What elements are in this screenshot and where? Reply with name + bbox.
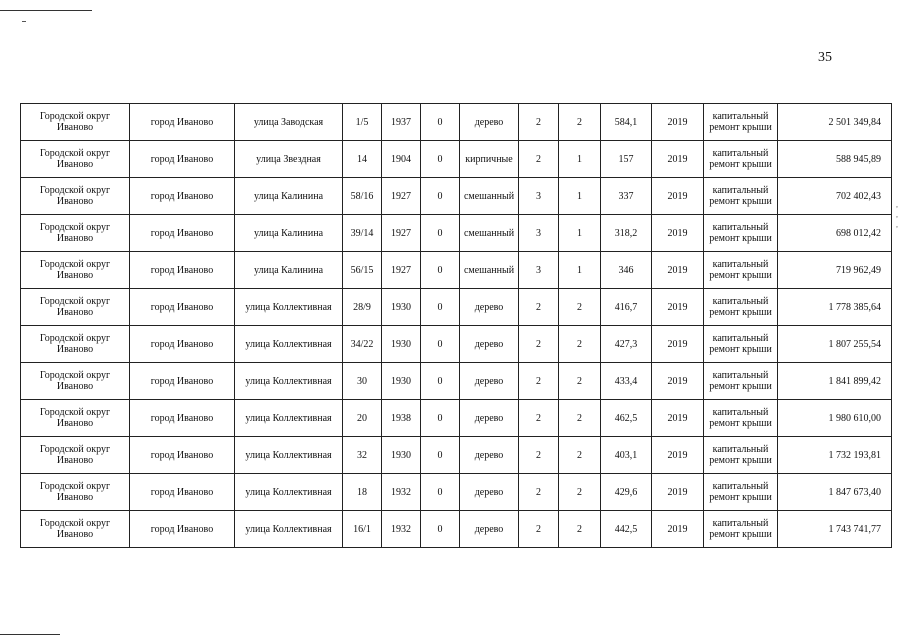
- cell-work: капитальный ремонт крыши: [704, 400, 778, 437]
- cell-material: смешанный: [460, 178, 519, 215]
- cell-floors: 2: [519, 437, 559, 474]
- cell-street: улица Калинина: [235, 215, 343, 252]
- page-number: 35: [818, 50, 832, 65]
- cell-work: капитальный ремонт крыши: [704, 437, 778, 474]
- cell-entrances: 2: [559, 363, 601, 400]
- cell-area: 416,7: [601, 289, 652, 326]
- cell-house: 20: [343, 400, 382, 437]
- cell-street: улица Коллективная: [235, 474, 343, 511]
- cell-entrances: 2: [559, 511, 601, 548]
- cell-house: 30: [343, 363, 382, 400]
- cell-plan-year: 2019: [652, 141, 704, 178]
- cell-zero: 0: [421, 437, 460, 474]
- cell-work: капитальный ремонт крыши: [704, 252, 778, 289]
- cell-cost: 1 732 193,81: [778, 437, 892, 474]
- table-row: [21, 104, 892, 141]
- cell-cost: 588 945,89: [778, 141, 892, 178]
- cell-district: Городской округ Иваново: [21, 437, 130, 474]
- cell-city: город Иваново: [130, 178, 235, 215]
- cell-city: город Иваново: [130, 289, 235, 326]
- cell-material: смешанный: [460, 252, 519, 289]
- cell-street: улица Коллективная: [235, 400, 343, 437]
- cell-city: город Иваново: [130, 511, 235, 548]
- cell-district: Городской округ Иваново: [21, 215, 130, 252]
- cell-city: город Иваново: [130, 400, 235, 437]
- table-row: [21, 400, 892, 437]
- cell-zero: 0: [421, 141, 460, 178]
- cell-year: 1937: [382, 104, 421, 141]
- cell-city: город Иваново: [130, 474, 235, 511]
- cell-entrances: 1: [559, 141, 601, 178]
- cell-floors: 2: [519, 104, 559, 141]
- cell-material: дерево: [460, 104, 519, 141]
- cell-year: 1932: [382, 511, 421, 548]
- cell-area: 337: [601, 178, 652, 215]
- cell-city: город Иваново: [130, 363, 235, 400]
- cell-zero: 0: [421, 178, 460, 215]
- cell-cost: 1 980 610,00: [778, 400, 892, 437]
- bottom-rule: [0, 634, 60, 635]
- cell-zero: 0: [421, 511, 460, 548]
- cell-street: улица Заводская: [235, 104, 343, 141]
- table-row: [21, 289, 892, 326]
- cell-district: Городской округ Иваново: [21, 474, 130, 511]
- cell-city: город Иваново: [130, 215, 235, 252]
- cell-floors: 2: [519, 141, 559, 178]
- cell-floors: 2: [519, 474, 559, 511]
- cell-street: улица Коллективная: [235, 289, 343, 326]
- cell-floors: 2: [519, 400, 559, 437]
- cell-district: Городской округ Иваново: [21, 511, 130, 548]
- cell-cost: 2 501 349,84: [778, 104, 892, 141]
- cell-work: капитальный ремонт крыши: [704, 215, 778, 252]
- cell-work: капитальный ремонт крыши: [704, 141, 778, 178]
- cell-material: смешанный: [460, 215, 519, 252]
- cell-work: капитальный ремонт крыши: [704, 289, 778, 326]
- cell-street: улица Коллективная: [235, 326, 343, 363]
- cell-zero: 0: [421, 215, 460, 252]
- cell-work: капитальный ремонт крыши: [704, 178, 778, 215]
- cell-house: 16/1: [343, 511, 382, 548]
- table-body: [21, 104, 892, 548]
- table-row: [21, 141, 892, 178]
- cell-zero: 0: [421, 252, 460, 289]
- cell-work: капитальный ремонт крыши: [704, 511, 778, 548]
- cell-house: 32: [343, 437, 382, 474]
- cell-cost: 1 847 673,40: [778, 474, 892, 511]
- cell-plan-year: 2019: [652, 215, 704, 252]
- margin-mark: ,: [896, 220, 898, 229]
- cell-district: Городской округ Иваново: [21, 104, 130, 141]
- cell-district: Городской округ Иваново: [21, 326, 130, 363]
- cell-material: дерево: [460, 326, 519, 363]
- cell-zero: 0: [421, 104, 460, 141]
- cell-city: город Иваново: [130, 437, 235, 474]
- cell-area: 462,5: [601, 400, 652, 437]
- repair-schedule-table: [20, 103, 892, 548]
- cell-year: 1904: [382, 141, 421, 178]
- cell-material: дерево: [460, 511, 519, 548]
- cell-floors: 3: [519, 252, 559, 289]
- cell-entrances: 1: [559, 178, 601, 215]
- cell-plan-year: 2019: [652, 178, 704, 215]
- cell-city: город Иваново: [130, 252, 235, 289]
- cell-material: кирпичные: [460, 141, 519, 178]
- cell-city: город Иваново: [130, 326, 235, 363]
- cell-year: 1930: [382, 363, 421, 400]
- cell-entrances: 2: [559, 400, 601, 437]
- cell-zero: 0: [421, 363, 460, 400]
- table-row: [21, 363, 892, 400]
- cell-district: Городской округ Иваново: [21, 141, 130, 178]
- cell-entrances: 2: [559, 326, 601, 363]
- cell-city: город Иваново: [130, 104, 235, 141]
- cell-zero: 0: [421, 400, 460, 437]
- cell-floors: 3: [519, 178, 559, 215]
- cell-plan-year: 2019: [652, 289, 704, 326]
- cell-year: 1927: [382, 178, 421, 215]
- cell-district: Городской округ Иваново: [21, 289, 130, 326]
- cell-plan-year: 2019: [652, 326, 704, 363]
- cell-cost: 719 962,49: [778, 252, 892, 289]
- cell-floors: 2: [519, 363, 559, 400]
- cell-material: дерево: [460, 437, 519, 474]
- cell-plan-year: 2019: [652, 363, 704, 400]
- table-row: [21, 252, 892, 289]
- cell-cost: 698 012,42: [778, 215, 892, 252]
- cell-zero: 0: [421, 289, 460, 326]
- cell-street: улица Звездная: [235, 141, 343, 178]
- cell-house: 18: [343, 474, 382, 511]
- cell-district: Городской округ Иваново: [21, 252, 130, 289]
- cell-entrances: 2: [559, 474, 601, 511]
- top-rule: [0, 10, 92, 11]
- cell-area: 318,2: [601, 215, 652, 252]
- cell-year: 1930: [382, 289, 421, 326]
- table-row: [21, 215, 892, 252]
- cell-floors: 2: [519, 289, 559, 326]
- cell-plan-year: 2019: [652, 511, 704, 548]
- cell-cost: 702 402,43: [778, 178, 892, 215]
- cell-work: капитальный ремонт крыши: [704, 363, 778, 400]
- cell-material: дерево: [460, 474, 519, 511]
- margin-marks: [896, 200, 898, 230]
- table-row: [21, 511, 892, 548]
- cell-street: улица Коллективная: [235, 511, 343, 548]
- table-row: [21, 474, 892, 511]
- cell-area: 442,5: [601, 511, 652, 548]
- cell-house: 39/14: [343, 215, 382, 252]
- cell-year: 1932: [382, 474, 421, 511]
- cell-year: 1938: [382, 400, 421, 437]
- margin-mark: ,: [896, 200, 898, 209]
- table-row: [21, 178, 892, 215]
- cell-cost: 1 743 741,77: [778, 511, 892, 548]
- cell-area: 427,3: [601, 326, 652, 363]
- cell-house: 56/15: [343, 252, 382, 289]
- cell-city: город Иваново: [130, 141, 235, 178]
- cell-work: капитальный ремонт крыши: [704, 474, 778, 511]
- cell-district: Городской округ Иваново: [21, 400, 130, 437]
- cell-material: дерево: [460, 363, 519, 400]
- cell-zero: 0: [421, 326, 460, 363]
- cell-floors: 3: [519, 215, 559, 252]
- cell-area: 346: [601, 252, 652, 289]
- cell-entrances: 1: [559, 215, 601, 252]
- cell-material: дерево: [460, 289, 519, 326]
- cell-work: капитальный ремонт крыши: [704, 104, 778, 141]
- cell-house: 1/5: [343, 104, 382, 141]
- top-tick-mark: [22, 21, 26, 22]
- cell-street: улица Калинина: [235, 178, 343, 215]
- cell-area: 433,4: [601, 363, 652, 400]
- cell-entrances: 1: [559, 252, 601, 289]
- cell-district: Городской округ Иваново: [21, 363, 130, 400]
- cell-material: дерево: [460, 400, 519, 437]
- cell-cost: 1 841 899,42: [778, 363, 892, 400]
- cell-area: 157: [601, 141, 652, 178]
- table-row: [21, 437, 892, 474]
- cell-year: 1930: [382, 437, 421, 474]
- cell-year: 1927: [382, 252, 421, 289]
- cell-cost: 1 807 255,54: [778, 326, 892, 363]
- cell-street: улица Калинина: [235, 252, 343, 289]
- cell-work: капитальный ремонт крыши: [704, 326, 778, 363]
- cell-floors: 2: [519, 511, 559, 548]
- cell-house: 58/16: [343, 178, 382, 215]
- cell-entrances: 2: [559, 437, 601, 474]
- cell-plan-year: 2019: [652, 437, 704, 474]
- cell-area: 429,6: [601, 474, 652, 511]
- cell-zero: 0: [421, 474, 460, 511]
- cell-plan-year: 2019: [652, 474, 704, 511]
- cell-plan-year: 2019: [652, 252, 704, 289]
- cell-year: 1927: [382, 215, 421, 252]
- cell-house: 14: [343, 141, 382, 178]
- cell-district: Городской округ Иваново: [21, 178, 130, 215]
- cell-plan-year: 2019: [652, 400, 704, 437]
- cell-area: 403,1: [601, 437, 652, 474]
- cell-house: 28/9: [343, 289, 382, 326]
- cell-street: улица Коллективная: [235, 363, 343, 400]
- cell-entrances: 2: [559, 104, 601, 141]
- cell-floors: 2: [519, 326, 559, 363]
- cell-plan-year: 2019: [652, 104, 704, 141]
- cell-house: 34/22: [343, 326, 382, 363]
- cell-year: 1930: [382, 326, 421, 363]
- table-row: [21, 326, 892, 363]
- cell-street: улица Коллективная: [235, 437, 343, 474]
- margin-mark: ,: [896, 210, 898, 219]
- cell-area: 584,1: [601, 104, 652, 141]
- cell-cost: 1 778 385,64: [778, 289, 892, 326]
- cell-entrances: 2: [559, 289, 601, 326]
